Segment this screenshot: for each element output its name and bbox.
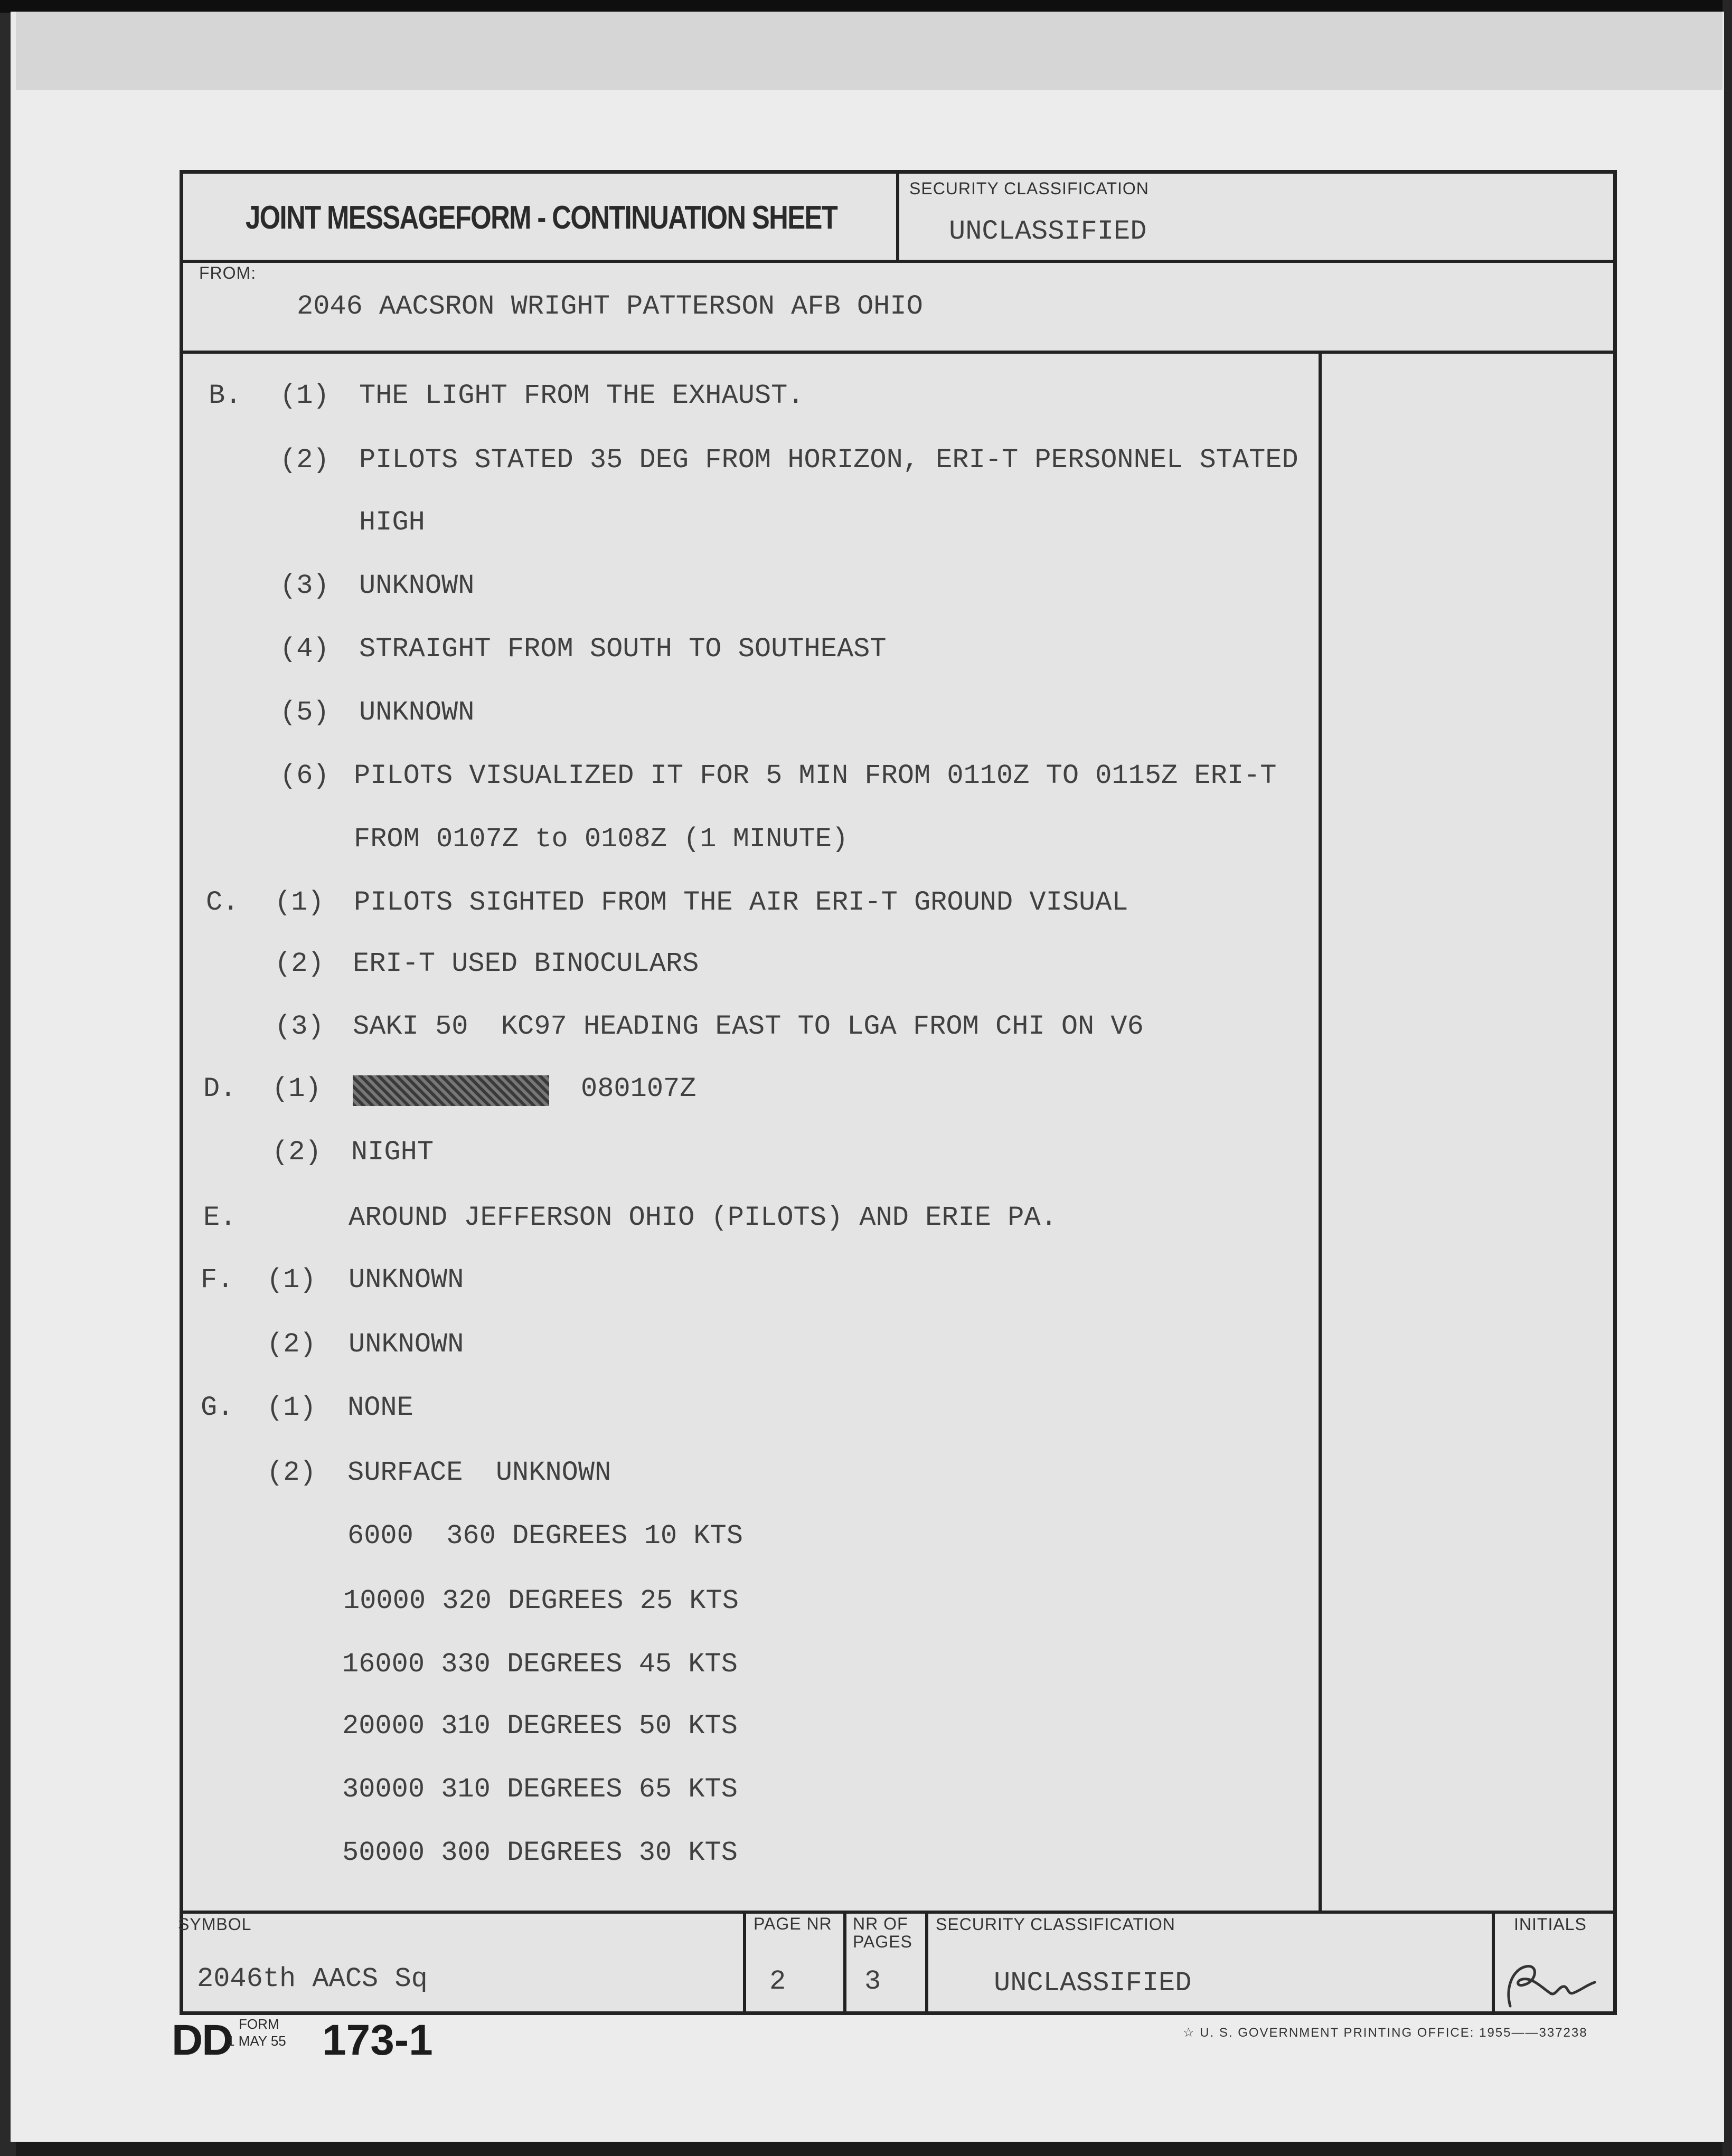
body-line — [0, 1011, 1732, 1048]
line-number: (2) — [267, 1457, 316, 1488]
line-text: PILOTS VISUALIZED IT FOR 5 MIN FROM 0110Z TO 0115Z ERI-T — [354, 760, 1277, 791]
body-line — [0, 1137, 1732, 1174]
line-marker: F. — [201, 1264, 234, 1296]
symbol-value: 2046th AACS Sq — [197, 1963, 428, 1994]
initials-caption: INITIALS — [1514, 1915, 1587, 1934]
line-text: UNKNOWN — [349, 1329, 464, 1360]
form-label: FORM — [239, 2016, 279, 2032]
body-line — [0, 1710, 1732, 1747]
line-text: 10000 320 DEGREES 25 KTS — [343, 1585, 739, 1616]
body-line — [0, 1457, 1732, 1494]
line-text: 50000 300 DEGREES 30 KTS — [342, 1837, 738, 1868]
security-caption: SECURITY CLASSIFICATION — [909, 179, 1149, 198]
line-text: SAKI 50 KC97 HEADING EAST TO LGA FROM CHI ON V6 — [353, 1011, 1144, 1042]
line-text: 16000 330 DEGREES 45 KTS — [342, 1649, 738, 1680]
line-text: 6000 360 DEGREES 10 KTS — [347, 1520, 743, 1552]
body-line — [0, 948, 1732, 985]
line-text: STRAIGHT FROM SOUTH TO SOUTHEAST — [359, 633, 887, 665]
page-nr-value: 2 — [769, 1966, 786, 1997]
security-footer-caption: SECURITY CLASSIFICATION — [936, 1915, 1175, 1934]
page-nr-caption: PAGE NR — [754, 1914, 832, 1933]
line-number: (4) — [280, 633, 330, 665]
line-text: 20000 310 DEGREES 50 KTS — [342, 1710, 738, 1742]
from-divider — [183, 351, 1613, 354]
line-text: AROUND JEFFERSON OHIO (PILOTS) AND ERIE PA. — [349, 1202, 1057, 1233]
body-line — [0, 380, 1732, 417]
body-line — [0, 1202, 1732, 1239]
photo-edge-top — [0, 0, 1732, 13]
line-marker: D. — [203, 1073, 237, 1104]
body-line — [0, 697, 1732, 734]
line-number: (1) — [267, 1264, 316, 1296]
from-value: 2046 AACSRON WRIGHT PATTERSON AFB OHIO — [297, 291, 923, 322]
line-text: UNKNOWN — [349, 1264, 464, 1296]
body-line — [0, 887, 1732, 924]
line-text: THE LIGHT FROM THE EXHAUST. — [359, 380, 804, 411]
line-number: (2) — [272, 1137, 322, 1168]
page-nr-divider — [743, 1911, 746, 2012]
line-text: SURFACE UNKNOWN — [347, 1457, 611, 1488]
form-title: JOINT MESSAGEFORM - CONTINUATION SHEET — [246, 200, 837, 236]
form-date: 1 MAY 55 — [227, 2033, 286, 2049]
line-marker: G. — [201, 1392, 234, 1423]
nr-pages-caption: NR OF PAGES — [853, 1914, 912, 1951]
line-number: (1) — [275, 887, 324, 918]
body-line — [0, 1774, 1732, 1811]
line-text: NONE — [347, 1392, 413, 1423]
line-text: 080107Z — [581, 1073, 696, 1104]
from-caption: FROM: — [199, 263, 257, 282]
line-marker: E. — [203, 1202, 237, 1233]
symbol-caption: SYMBOL — [178, 1915, 252, 1934]
line-number: (2) — [275, 948, 324, 979]
line-number: (1) — [272, 1073, 322, 1104]
security-footer-divider — [925, 1911, 928, 2012]
body-line — [0, 1649, 1732, 1686]
line-number: (2) — [280, 445, 330, 476]
body-line — [0, 633, 1732, 670]
body-line — [0, 570, 1732, 607]
redaction-mark — [353, 1075, 549, 1106]
line-number: (3) — [275, 1011, 324, 1042]
line-number: (5) — [280, 697, 330, 728]
body-line — [0, 760, 1732, 797]
body-line — [0, 1073, 1732, 1110]
body-line — [0, 445, 1732, 481]
line-number: (1) — [280, 380, 330, 411]
line-number: (6) — [280, 760, 330, 791]
form-number: 173-1 — [322, 2016, 433, 2064]
line-number: (1) — [267, 1392, 316, 1423]
line-text: ERI-T USED BINOCULARS — [353, 948, 699, 979]
body-line — [0, 1837, 1732, 1874]
line-text: FROM 0107Z to 0108Z (1 MINUTE) — [354, 824, 849, 855]
nr-pages-value: 3 — [864, 1966, 881, 1997]
security-divider — [896, 174, 899, 261]
body-line — [0, 824, 1732, 860]
line-text: PILOTS SIGHTED FROM THE AIR ERI-T GROUND VISUAL — [354, 887, 1128, 918]
line-number: (2) — [267, 1329, 316, 1360]
line-text: 30000 310 DEGREES 65 KTS — [342, 1774, 738, 1805]
line-text: HIGH — [359, 507, 425, 538]
gpo-imprint: ☆ U. S. GOVERNMENT PRINTING OFFICE: 1955——337238 — [1183, 2026, 1588, 2040]
body-line — [0, 507, 1732, 544]
security-value: UNCLASSIFIED — [949, 216, 1147, 247]
line-text: NIGHT — [351, 1137, 434, 1168]
body-line — [0, 1329, 1732, 1366]
line-text: UNKNOWN — [359, 570, 475, 601]
form-prefix: DD — [172, 2016, 232, 2064]
line-text: PILOTS STATED 35 DEG FROM HORIZON, ERI-T PERSONNEL STATED — [359, 445, 1298, 476]
body-line — [0, 1264, 1732, 1301]
handwritten-initials — [1494, 1956, 1597, 2014]
body-line — [0, 1392, 1732, 1429]
paper-fold — [16, 12, 1722, 90]
security-footer-value: UNCLASSIFIED — [994, 1968, 1192, 1999]
body-line — [0, 1585, 1732, 1622]
nr-pages-divider — [843, 1911, 846, 2012]
line-marker: B. — [209, 380, 242, 411]
body-line — [0, 1520, 1732, 1557]
line-marker: C. — [206, 887, 239, 918]
footer-divider — [183, 1911, 1613, 1914]
line-text: UNKNOWN — [359, 697, 475, 728]
line-number: (3) — [280, 570, 330, 601]
